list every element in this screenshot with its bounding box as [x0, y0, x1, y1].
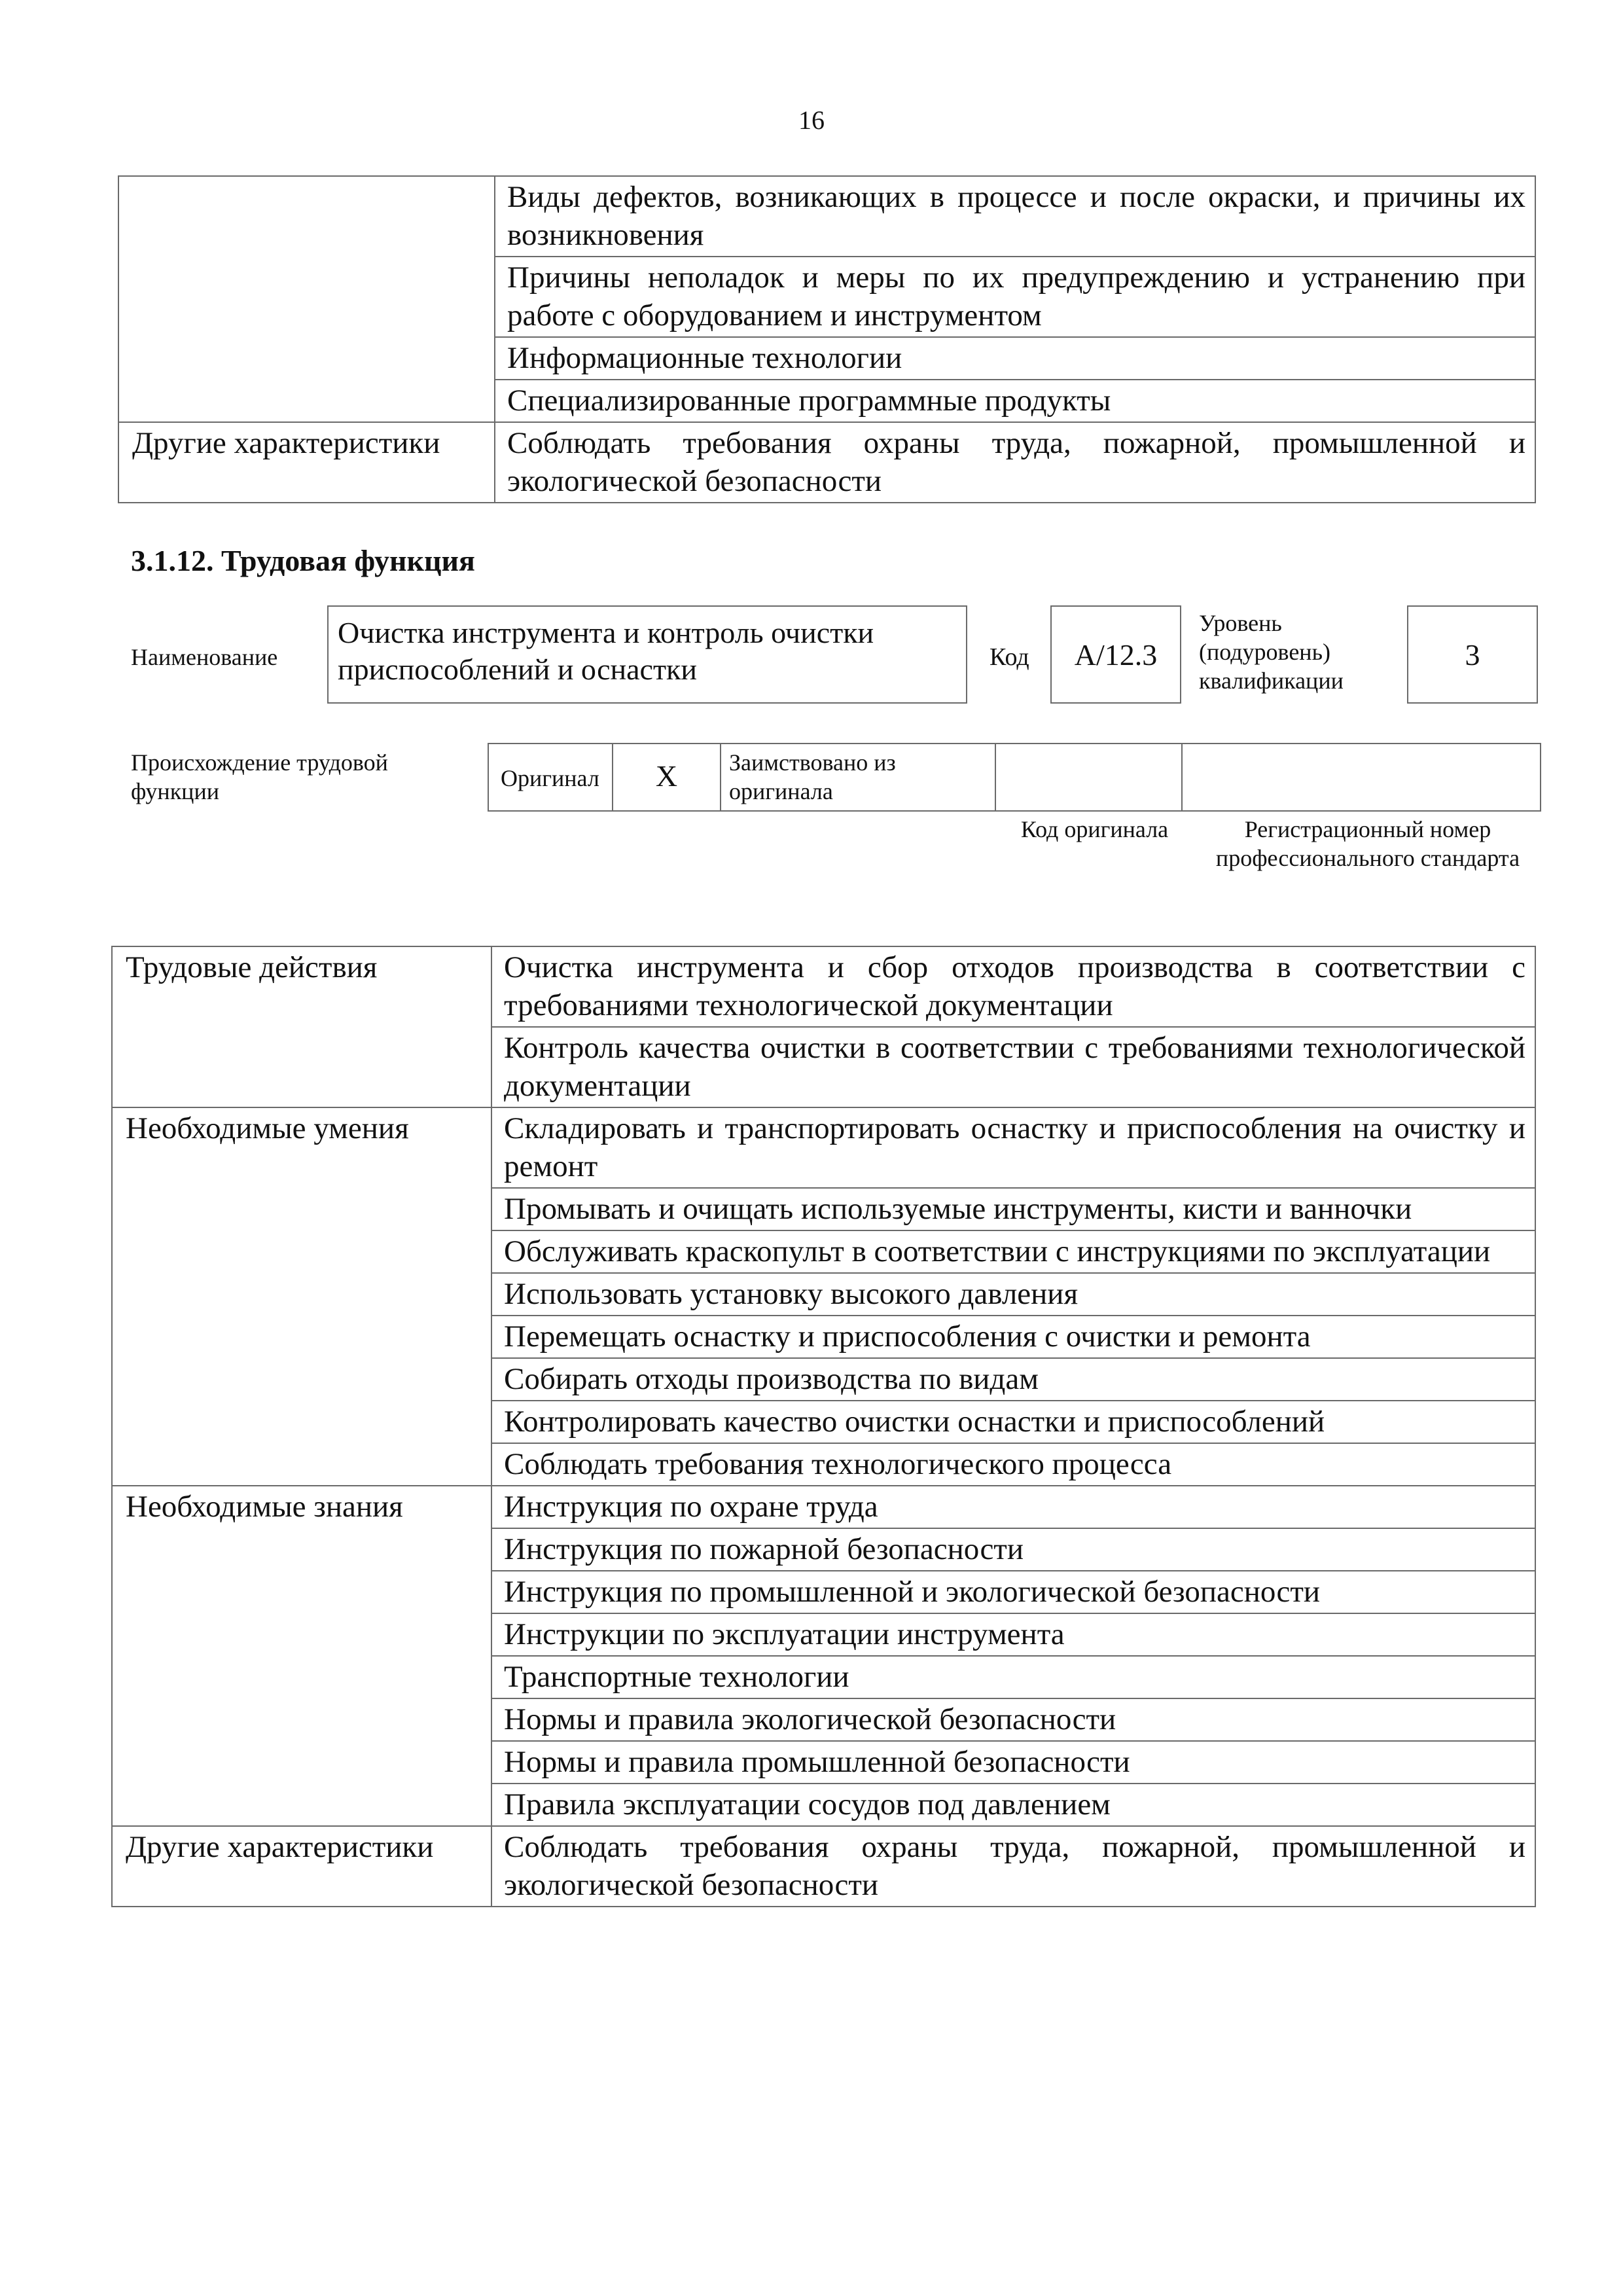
- table-cell: Транспортные технологии: [491, 1656, 1535, 1698]
- table-cell: Промывать и очищать используемые инструменты, кисти и ванночки: [491, 1188, 1535, 1230]
- row-label-empty: [118, 176, 495, 422]
- table-cell: Контроль качества очистки в соответствии с требованиями технологической документации: [491, 1027, 1535, 1107]
- table-cell: Собирать отходы производства по видам: [491, 1358, 1535, 1401]
- table-cell: Причины неполадок и меры по их предупреждению и устранению при работе с оборудованием и инструментом: [495, 257, 1535, 337]
- origin-label: Происхождение трудовой функции: [131, 749, 388, 804]
- table-row: [112, 1826, 1535, 1907]
- table-cell: Инструкция по охране труда: [491, 1486, 1535, 1528]
- group-label: Трудовые действия: [112, 946, 491, 1107]
- section-title: 3.1.12. Трудовая функция: [131, 544, 475, 577]
- table-cell: Соблюдать требования охраны труда, пожарной, промышленной и экологической безопасности: [495, 422, 1535, 503]
- table-cell: Специализированные программные продукты: [495, 380, 1535, 422]
- table-cell: Инструкция по пожарной безопасности: [491, 1528, 1535, 1571]
- table-cell: Перемещать оснастку и приспособления с очистки и ремонта: [491, 1316, 1535, 1358]
- origin-table: [488, 743, 1541, 812]
- qualification-level-label: Уровень (подуровень) квалификации: [1199, 610, 1344, 694]
- code-original-cell: [995, 743, 1181, 812]
- table-cell: Очистка инструмента и сбор отходов производства в соответствии с требованиями технологической документации: [491, 946, 1535, 1027]
- name-label: Наименование: [131, 644, 278, 670]
- table-row: [118, 422, 1535, 503]
- code-original-caption: Код оригинала: [1020, 816, 1169, 842]
- code-label: Код: [990, 643, 1029, 671]
- table-cell: Использовать установку высокого давления: [491, 1273, 1535, 1316]
- table-cell: Соблюдать требования охраны труда, пожарной, промышленной и экологической безопасности: [491, 1826, 1535, 1907]
- table-cell: Обслуживать краскопульт в соответствии с инструкциями по эксплуатации: [491, 1230, 1535, 1273]
- table-row: [118, 176, 1535, 257]
- table-cell: Нормы и правила экологической безопасности: [491, 1698, 1535, 1741]
- table-cell: Соблюдать требования технологического процесса: [491, 1443, 1535, 1486]
- row-label-other: Другие характеристики: [118, 422, 495, 503]
- qualification-level: 3: [1407, 605, 1538, 704]
- original-label: Оригинал: [488, 743, 612, 812]
- table-cell: Инструкции по эксплуатации инструмента: [491, 1613, 1535, 1656]
- function-name: Очистка инструмента и контроль очистки приспособлений и оснастки: [327, 605, 967, 704]
- table-cell: Виды дефектов, возникающих в процессе и после окраски, и причины их возникновения: [495, 176, 1535, 257]
- reg-number-caption: Регистрационный номер профессионального стандарта: [1215, 816, 1520, 871]
- original-mark: X: [612, 743, 720, 812]
- function-code: А/12.3: [1050, 605, 1181, 704]
- table-cell: Контролировать качество очистки оснастки и приспособлений: [491, 1401, 1535, 1443]
- table-cell: Правила эксплуатации сосудов под давлением: [491, 1784, 1535, 1826]
- table-cell: Нормы и правила промышленной безопасности: [491, 1741, 1535, 1784]
- labor-function-table: [111, 946, 1536, 1907]
- table-cell: Инструкция по промышленной и экологической безопасности: [491, 1571, 1535, 1613]
- group-label: Другие характеристики: [112, 1826, 491, 1907]
- page-number: 16: [798, 105, 825, 135]
- borrowed-label: Заимствовано из оригинала: [720, 743, 995, 812]
- table-cell: Информационные технологии: [495, 337, 1535, 380]
- group-label: Необходимые умения: [112, 1107, 491, 1486]
- table-cell: Складировать и транспортировать оснастку и приспособления на очистку и ремонт: [491, 1107, 1535, 1188]
- knowledge-table-continued: [118, 175, 1536, 503]
- table-row: [112, 1107, 1535, 1188]
- table-row: [112, 946, 1535, 1027]
- reg-number-cell: [1181, 743, 1541, 812]
- table-row: [112, 1486, 1535, 1528]
- group-label: Необходимые знания: [112, 1486, 491, 1826]
